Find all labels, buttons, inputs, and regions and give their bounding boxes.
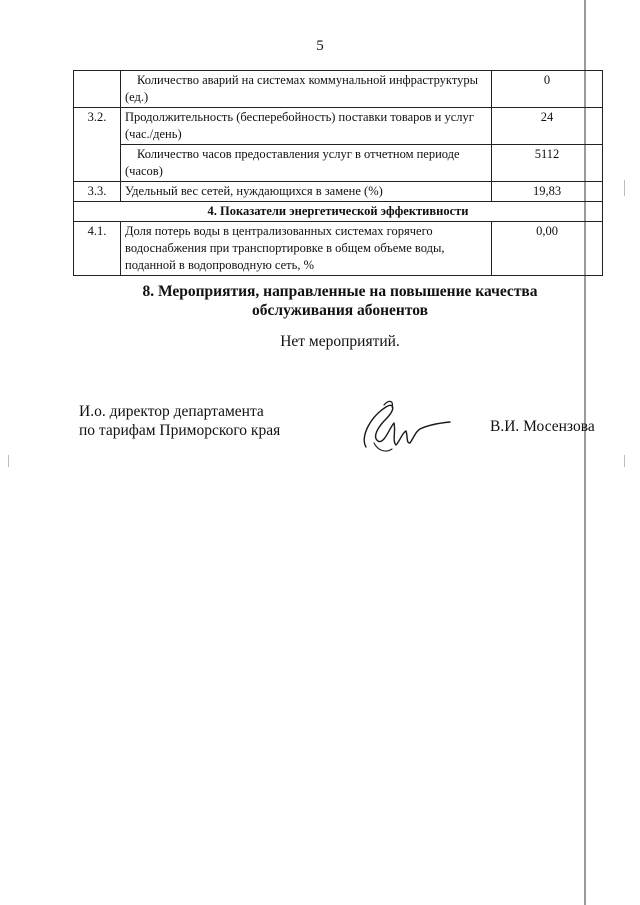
no-measures-text: Нет мероприятий.	[280, 333, 400, 350]
table-section-row	[74, 202, 603, 222]
scan-artifact	[8, 455, 9, 467]
row-number-cell: 3.3.	[74, 182, 121, 202]
table-row	[74, 182, 603, 202]
section-heading	[80, 282, 600, 320]
row-number-cell: 3.2.	[74, 108, 121, 182]
signer-title-line2: по тарифам Приморского края	[79, 422, 281, 439]
indicator-value-cell: 0,00	[492, 222, 603, 276]
table-row	[74, 71, 603, 108]
indicator-name-cell: Количество часов предоставления услуг в отчетном периоде (часов)	[121, 145, 492, 182]
page-number: 5	[316, 38, 324, 54]
row-number-cell: 4.1.	[74, 222, 121, 276]
table-row	[74, 145, 603, 182]
table-row	[74, 108, 603, 145]
indicators-table-body	[74, 71, 603, 276]
indicator-name-cell: Количество аварий на системах коммунальной инфраструктуры (ед.)	[121, 71, 492, 108]
table-row	[74, 222, 603, 276]
section-title-cell: 4. Показатели энергетической эффективности	[74, 202, 603, 222]
handwritten-signature	[356, 397, 452, 455]
indicator-name-cell: Доля потерь воды в централизованных системах горячего водоснабжения при транспортировке в общем объеме воды, поданной в водопроводную сеть, %	[121, 222, 492, 276]
row-number-cell	[74, 71, 121, 108]
scan-artifact	[624, 455, 625, 467]
indicator-value-cell: 19,83	[492, 182, 603, 202]
indicator-value-cell: 0	[492, 71, 603, 108]
section-heading-line1: 8. Мероприятия, направленные на повышение качества	[142, 283, 538, 300]
indicator-name-cell: Продолжительность (бесперебойность) поставки товаров и услуг (час./день)	[121, 108, 492, 145]
signer-title	[79, 402, 280, 440]
indicator-value-cell: 24	[492, 108, 603, 145]
scan-artifact	[624, 180, 625, 196]
indicators-table	[73, 70, 603, 276]
section-heading-line2: обслуживания абонентов	[252, 302, 428, 319]
indicator-value-cell: 5112	[492, 145, 603, 182]
signer-name: В.И. Мосензова	[490, 418, 595, 435]
signer-title-line1: И.о. директор департамента	[79, 403, 264, 420]
indicator-name-cell: Удельный вес сетей, нуждающихся в замене (%)	[121, 182, 492, 202]
